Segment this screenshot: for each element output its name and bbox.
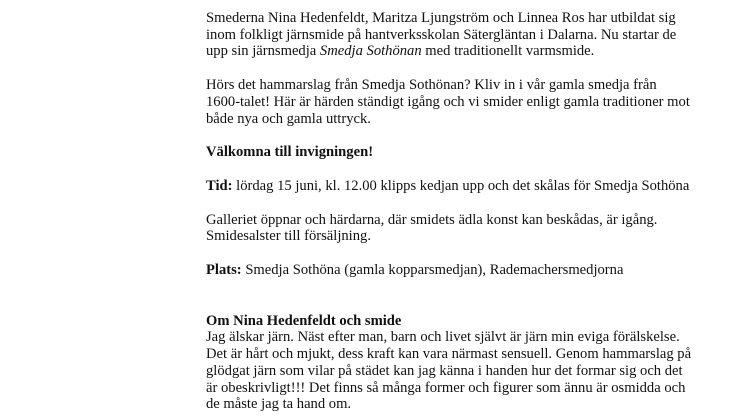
about-line: är obeskrivligt!!! Det finns så många former och figurer som ännu är osmidda och: [206, 379, 686, 396]
paragraph-line: både nya och gamla uttryck.: [206, 110, 371, 127]
place-text: Smedja Sothöna (gamla kopparsmedjan), Rademachersmedjorna: [241, 262, 624, 279]
about-section: [206, 313, 726, 413]
gallery-paragraph: [206, 212, 726, 245]
intro-line-text: upp sin järnsmedja: [206, 43, 320, 60]
hammer-paragraph: [206, 77, 726, 127]
paragraph-line: Galleriet öppnar och härdarna, där smidets ädla konst kan beskådas, är igång.: [206, 211, 658, 228]
time-line: [206, 178, 726, 195]
intro-line: Smederna Nina Hedenfeldt, Maritza Ljungström och Linnea Ros har utbildat sig: [206, 10, 676, 26]
about-heading: Om Nina Hedenfeldt och smide: [206, 312, 402, 329]
about-line: de måste jag ta hand om.: [206, 396, 352, 413]
place-label: Plats:: [206, 262, 242, 279]
about-line: Jag älskar järn. Näst efter man, barn och livet självt är järn min eviga förälskelse.: [206, 329, 680, 346]
intro-line: inom folkligt järnsmide på hantverksskolan Sätergläntan i Dalarna. Nu startar de: [206, 26, 677, 43]
intro-line: [206, 43, 726, 60]
about-line: glödgat järn som vilar på städet kan jag känna i handen hur det formar sig och det: [206, 362, 683, 379]
about-line: Det är hårt och mjukt, dess kraft kan vara närmast sensuell. Genom hammarslag på: [206, 346, 692, 363]
paragraph-line: Smidesalster till försäljning.: [206, 228, 371, 245]
paragraph-line: Hörs det hammarslag från Smedja Sothönan? Kliv in i vår gamla smedja från: [206, 77, 657, 94]
welcome-heading: Välkomna till invigningen!: [206, 144, 374, 161]
paragraph-line: 1600-talet! Här är härden ständigt igång och vi smider enligt gamla traditioner mot: [206, 93, 690, 110]
time-text: lördag 15 juni, kl. 12.00 klipps kedjan upp och det skålas för Smedja Sothöna: [232, 177, 690, 194]
intro-line-text: med traditionellt varmsmide.: [421, 43, 595, 60]
place-line: [206, 262, 726, 279]
smedja-name: Smedja Sothönan: [319, 43, 422, 60]
document-body: [206, 10, 726, 413]
time-label: Tid:: [206, 177, 233, 194]
intro-paragraph: [206, 10, 726, 60]
